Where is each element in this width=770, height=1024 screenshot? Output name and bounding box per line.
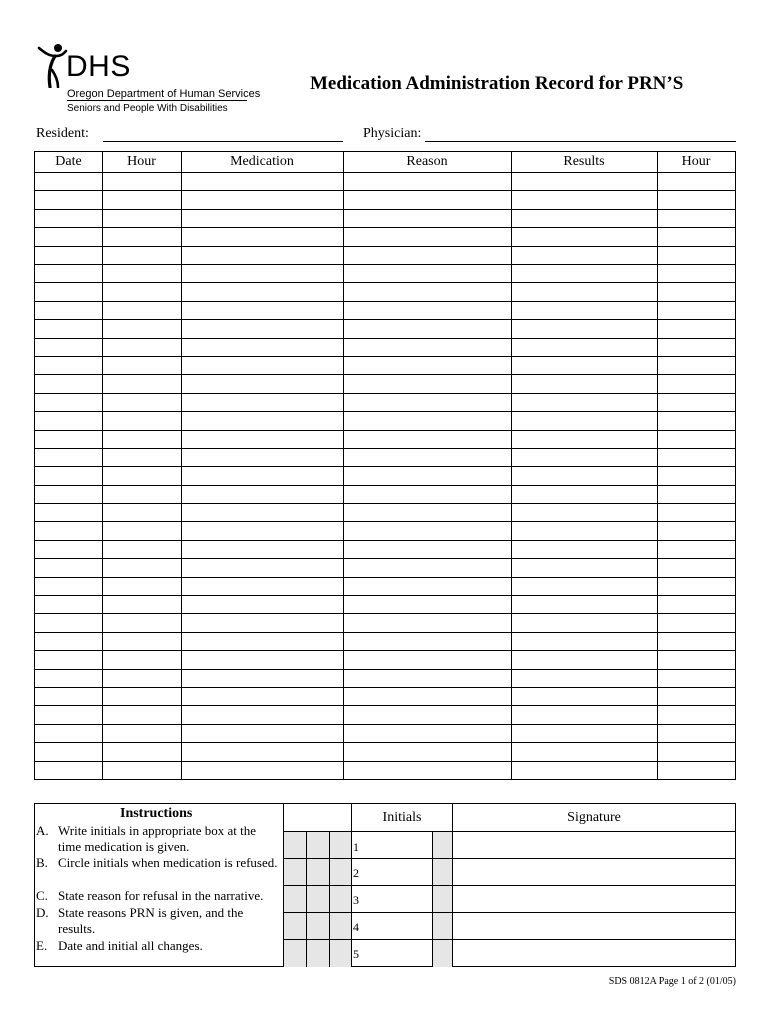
instruction-letter: E. bbox=[36, 938, 48, 953]
column-header-medication: Medication bbox=[230, 154, 294, 169]
instruction-text: State reason for refusal in the narrative. bbox=[58, 888, 264, 903]
row-divider bbox=[283, 858, 735, 859]
dhs-logo-figure-icon bbox=[36, 44, 68, 88]
table-row[interactable] bbox=[35, 374, 735, 375]
box-divider bbox=[306, 831, 307, 966]
signature-row-number: 2 bbox=[353, 866, 359, 880]
table-row[interactable] bbox=[35, 448, 735, 449]
instruction-text: Date and initial all changes. bbox=[58, 938, 203, 953]
table-row[interactable] bbox=[35, 632, 735, 633]
logo-divider bbox=[67, 100, 247, 101]
shaded-cell bbox=[284, 831, 306, 967]
table-row[interactable] bbox=[35, 338, 735, 339]
table-row[interactable] bbox=[35, 761, 735, 762]
physician-field[interactable] bbox=[425, 141, 736, 142]
table-row[interactable] bbox=[35, 301, 735, 302]
column-header-date: Date bbox=[55, 154, 82, 169]
instruction-letter: B. bbox=[36, 855, 48, 870]
shaded-cell bbox=[307, 831, 329, 967]
medication-table bbox=[34, 151, 736, 780]
table-row[interactable] bbox=[35, 742, 735, 743]
table-row[interactable] bbox=[35, 595, 735, 596]
table-row[interactable] bbox=[35, 724, 735, 725]
table-row[interactable] bbox=[35, 209, 735, 210]
form-id-footer: SDS 0812A Page 1 of 2 (01/05) bbox=[608, 976, 736, 987]
instruction-item bbox=[36, 905, 282, 937]
table-row[interactable] bbox=[35, 264, 735, 265]
table-row[interactable] bbox=[35, 577, 735, 578]
resident-field[interactable] bbox=[103, 141, 343, 142]
table-row[interactable] bbox=[35, 558, 735, 559]
table-row[interactable] bbox=[35, 485, 735, 486]
row-divider bbox=[283, 831, 735, 832]
shaded-cell bbox=[433, 831, 452, 967]
table-row[interactable] bbox=[35, 705, 735, 706]
instruction-text: State reasons PRN is given, and the results. bbox=[58, 905, 244, 936]
instruction-letter: D. bbox=[36, 905, 49, 920]
dhs-logo-text: DHS bbox=[66, 50, 131, 83]
instruction-text: Write initials in appropriate box at the time medication is given. bbox=[58, 823, 257, 854]
box-divider bbox=[329, 831, 330, 966]
instruction-letter: C. bbox=[36, 888, 48, 903]
page-title: Medication Administration Record for PRN’S bbox=[310, 73, 684, 94]
table-row[interactable] bbox=[35, 650, 735, 651]
signature-header: Signature bbox=[567, 810, 621, 825]
org-name: Oregon Department of Human Services bbox=[67, 88, 261, 100]
table-row[interactable] bbox=[35, 190, 735, 191]
row-divider bbox=[283, 912, 735, 913]
table-row[interactable] bbox=[35, 466, 735, 467]
table-row[interactable] bbox=[35, 411, 735, 412]
table-row[interactable] bbox=[35, 319, 735, 320]
table-row[interactable] bbox=[35, 613, 735, 614]
instruction-item bbox=[36, 823, 282, 855]
instruction-letter: A. bbox=[36, 823, 49, 838]
table-row[interactable] bbox=[35, 503, 735, 504]
table-row[interactable] bbox=[35, 282, 735, 283]
table-row[interactable] bbox=[35, 430, 735, 431]
instruction-item bbox=[36, 888, 282, 904]
instruction-text: Circle initials when medication is refused. bbox=[58, 855, 278, 870]
signature-row-number: 5 bbox=[353, 947, 359, 961]
box-divider bbox=[432, 831, 433, 966]
column-header-reason: Reason bbox=[406, 154, 448, 169]
table-row[interactable] bbox=[35, 246, 735, 247]
table-row[interactable] bbox=[35, 540, 735, 541]
resident-label: Resident: bbox=[36, 126, 89, 141]
table-row[interactable] bbox=[35, 687, 735, 688]
shaded-cell bbox=[330, 831, 351, 967]
table-row[interactable] bbox=[35, 227, 735, 228]
signature-row-number: 1 bbox=[353, 840, 359, 854]
signature-row-number: 4 bbox=[353, 920, 359, 934]
column-header-hour: Hour bbox=[127, 154, 156, 169]
table-row[interactable] bbox=[35, 172, 735, 173]
table-row[interactable] bbox=[35, 393, 735, 394]
column-header-results: Results bbox=[563, 154, 605, 169]
org-sub-name: Seniors and People With Disabilities bbox=[67, 103, 228, 114]
initials-header: Initials bbox=[382, 810, 422, 825]
table-row[interactable] bbox=[35, 669, 735, 670]
signature-row-number: 3 bbox=[353, 893, 359, 907]
instruction-item bbox=[36, 855, 282, 871]
table-row[interactable] bbox=[35, 356, 735, 357]
row-divider bbox=[283, 885, 735, 886]
physician-label: Physician: bbox=[363, 126, 422, 141]
row-divider bbox=[283, 939, 735, 940]
column-header-hour-2: Hour bbox=[681, 154, 711, 169]
instructions-title: Instructions bbox=[120, 806, 193, 821]
table-row[interactable] bbox=[35, 521, 735, 522]
instruction-item bbox=[36, 938, 282, 954]
